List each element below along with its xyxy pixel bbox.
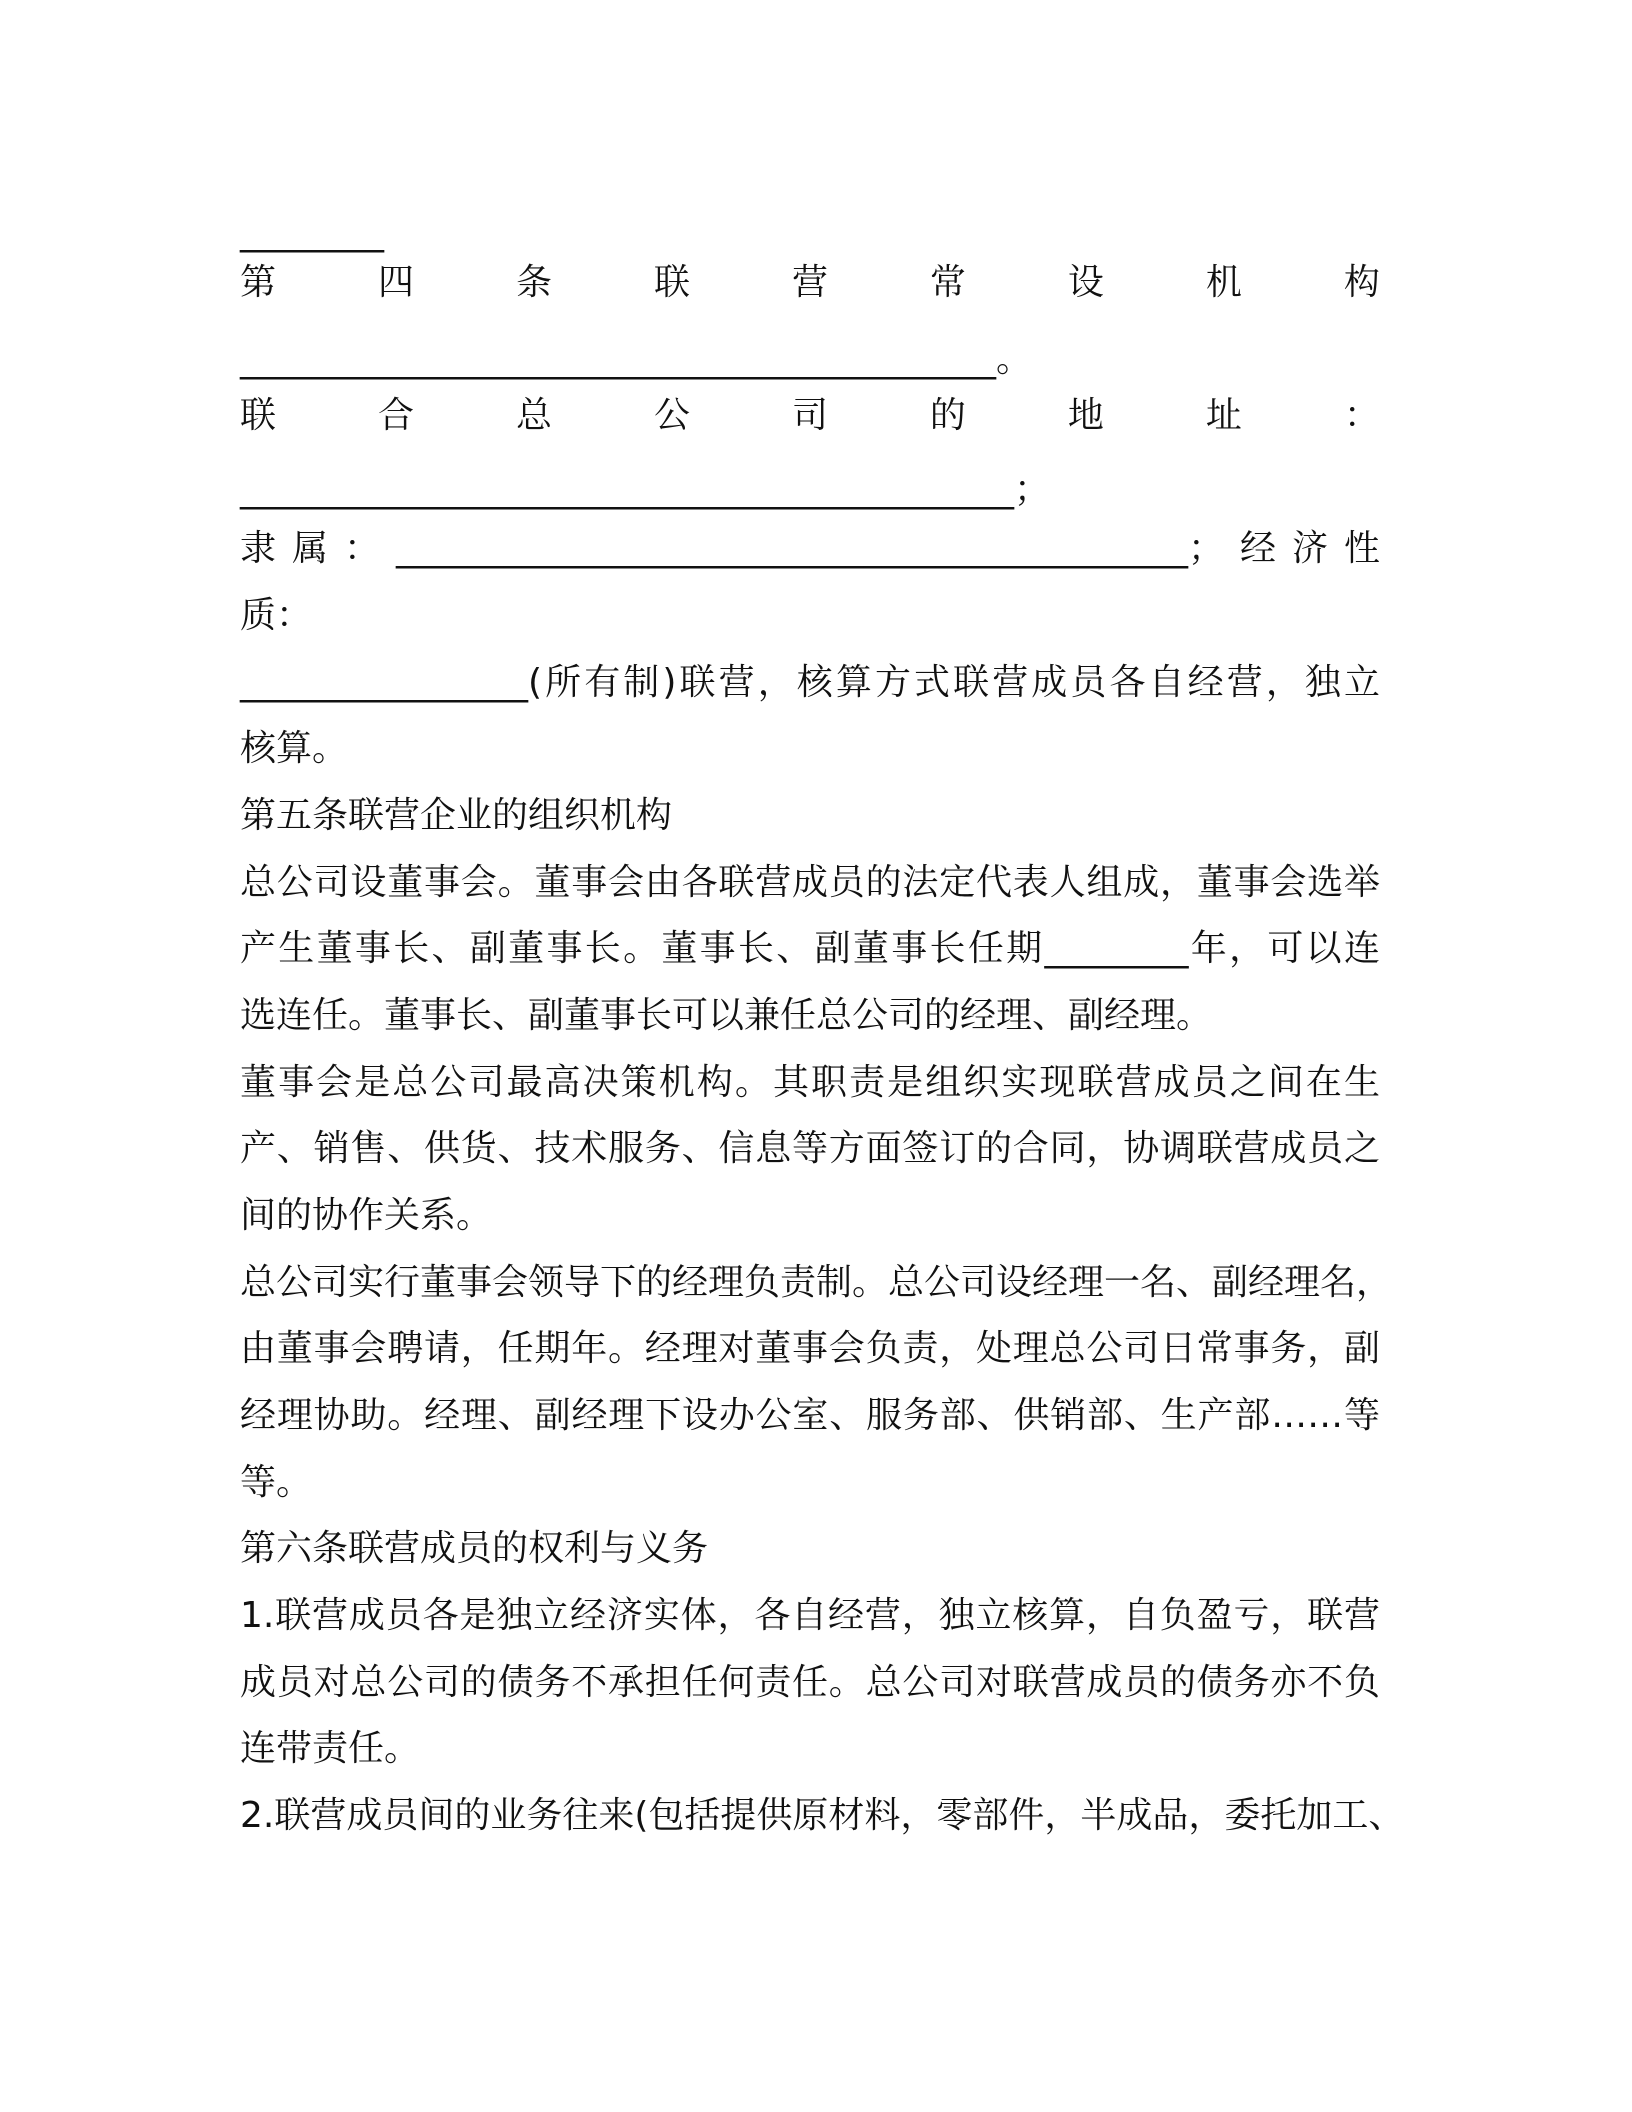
article-heading-line: [240, 253, 1380, 313]
document-text-line: 总公司设董事会。董事会由各联营成员的法定代表人组成，董事会选举: [240, 862, 1380, 903]
spaced-character: 条: [515, 262, 552, 303]
document-text-line: 由董事会聘请，任期年。经理对董事会负责，处理总公司日常事务，副: [240, 1328, 1380, 1369]
document-text-line: 隶属：____________________________________________；经济性: [240, 528, 1380, 569]
spaced-character: 公: [653, 395, 690, 436]
document-text-line: ___________________________________________；: [240, 469, 1050, 510]
document-text-line: __________________________________________。: [240, 339, 1032, 380]
spaced-character: 营: [791, 262, 828, 303]
spaced-character: 合: [377, 395, 414, 436]
document-text-line: 经理协助。经理、副经理下设办公室、服务部、供销部、生产部……等: [240, 1395, 1380, 1436]
spaced-character: 联: [653, 262, 690, 303]
spaced-character: 常: [929, 262, 966, 303]
document-text-line: 连带责任。: [240, 1728, 421, 1769]
document-text-line: ________________(所有制)联营，核算方式联营成员各自经营，独立: [240, 662, 1380, 703]
spaced-character: 司: [791, 395, 828, 436]
spaced-character: 址: [1205, 395, 1242, 436]
spaced-character: 设: [1067, 262, 1104, 303]
document-text-line: 质：: [240, 595, 313, 636]
document-text-line: 产、销售、供货、技术服务、信息等方面签订的合同，协调联营成员之: [240, 1128, 1380, 1169]
spaced-character: 构: [1343, 262, 1380, 303]
article-heading-line: 第六条联营成员的权利与义务: [240, 1528, 709, 1569]
document-text-line: 核算。: [240, 728, 349, 769]
spaced-character: 四: [377, 262, 414, 303]
document-text-line: 董事会是总公司最高决策机构。其职责是组织实现联营成员之间在生: [240, 1062, 1380, 1103]
spaced-character: 总: [515, 395, 552, 436]
document-text-line: 总公司实行董事会领导下的经理负责制。总公司设经理一名、副经理名，: [240, 1262, 1393, 1303]
spaced-character: 机: [1205, 262, 1242, 303]
article-heading-line: 第五条联营企业的组织机构: [240, 795, 673, 836]
spaced-character: 地: [1067, 395, 1104, 436]
document-text-line: 产生董事长、副董事长。董事长、副董事长任期________年，可以连: [240, 928, 1380, 969]
spaced-character: 联: [240, 395, 277, 436]
document-text-line: 等。: [240, 1462, 313, 1503]
spaced-character: 的: [929, 395, 966, 436]
document-text-line: 成员对总公司的债务不承担任何责任。总公司对联营成员的债务亦不负: [240, 1662, 1380, 1703]
document-text-line: 2.联营成员间的业务往来(包括提供原材料，零部件，半成品，委托加工、: [240, 1795, 1405, 1836]
document-text-line: 选连任。董事长、副董事长可以兼任总公司的经理、副经理。: [240, 995, 1213, 1036]
spaced-character: 第: [240, 262, 277, 303]
document-text-line: [240, 386, 1380, 446]
document-text-line: ________: [240, 212, 384, 253]
spaced-character: ：: [1343, 395, 1380, 436]
document-text-line: 1.联营成员各是独立经济实体，各自经营，独立核算，自负盈亏，联营: [240, 1595, 1380, 1636]
document-text-line: 间的协作关系。: [240, 1195, 493, 1236]
